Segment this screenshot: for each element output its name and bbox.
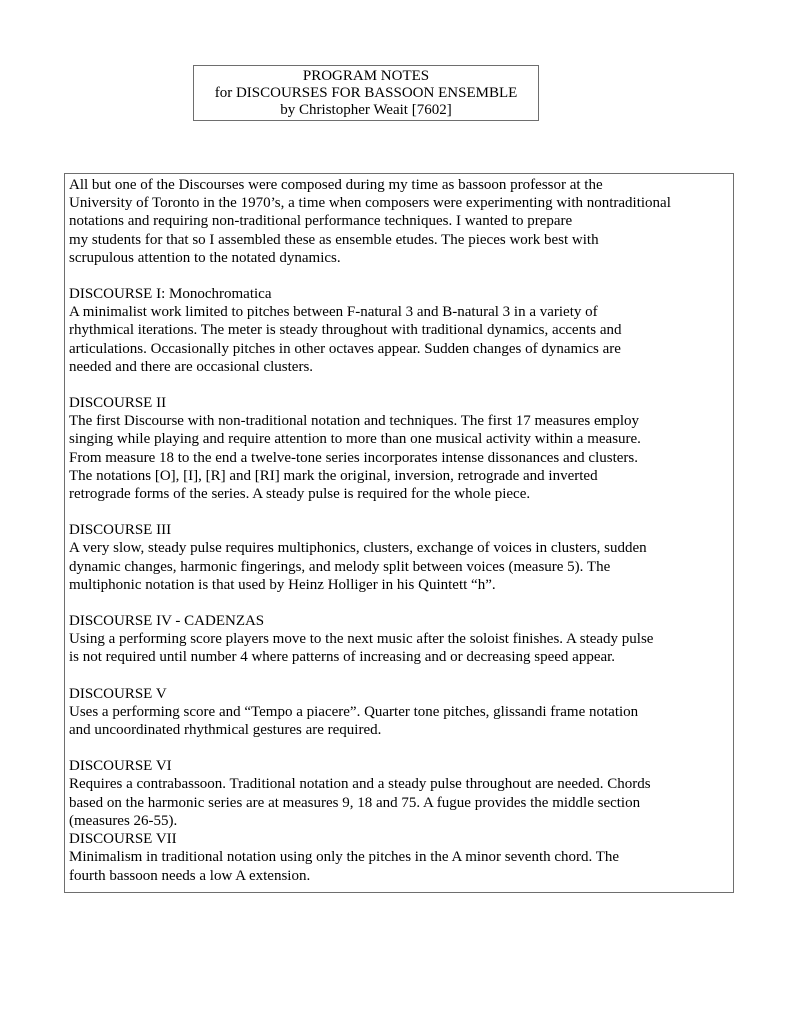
section-line: multiphonic notation is that used by Heinz Holliger in his Quintett “h”.	[69, 576, 496, 593]
discourse-1-section	[69, 285, 729, 376]
intro-line: scrupulous attention to the notated dynamics.	[69, 249, 341, 266]
section-line: and uncoordinated rhythmical gestures are required.	[69, 722, 382, 739]
intro-line: notations and requiring non-traditional performance techniques. I wanted to prepare	[69, 213, 573, 230]
section-line: rhythmical iterations. The meter is steady throughout with traditional dynamics, accents and	[69, 322, 622, 339]
section-line: (measures 26-55).	[69, 812, 178, 829]
discourse-2-heading: DISCOURSE II	[69, 395, 167, 412]
discourse-5-heading: DISCOURSE V	[69, 685, 167, 702]
intro-paragraph	[69, 176, 729, 267]
discourse-7-section	[69, 830, 729, 885]
discourse-3-section	[69, 521, 729, 594]
section-line: A minimalist work limited to pitches between F-natural 3 and B-natural 3 in a variety of	[69, 304, 598, 321]
section-line: A very slow, steady pulse requires multiphonics, clusters, exchange of voices in clusters, sudden	[69, 540, 647, 557]
section-line: The notations [O], [I], [R] and [RI] mark the original, inversion, retrograde and inverted	[69, 467, 598, 484]
discourse-4-section	[69, 612, 729, 667]
section-line: Requires a contrabassoon. Traditional notation and a steady pulse throughout are needed. Chords	[69, 776, 651, 793]
discourse-1-heading: DISCOURSE I: Monochromatica	[69, 286, 272, 303]
intro-line: All but one of the Discourses were composed during my time as bassoon professor at the	[69, 177, 603, 193]
section-line: From measure 18 to the end a twelve-tone series incorporates intense dissonances and clusters.	[69, 449, 638, 466]
section-line: retrograde forms of the series. A steady pulse is required for the whole piece.	[69, 486, 531, 503]
section-line: is not required until number 4 where patterns of increasing and or decreasing speed appear.	[69, 649, 616, 666]
discourse-5-section	[69, 685, 729, 740]
section-line: based on the harmonic series are at measures 9, 18 and 75. A fugue provides the middle section	[69, 794, 641, 811]
discourse-4-heading: DISCOURSE IV - CADENZAS	[69, 613, 265, 630]
section-line: Minimalism in traditional notation using only the pitches in the A minor seventh chord. The	[69, 849, 620, 866]
intro-line: University of Toronto in the 1970’s, a time when composers were experimenting with nontraditional	[69, 195, 671, 212]
discourse-6-heading: DISCOURSE VI	[69, 758, 172, 775]
title-box	[193, 65, 539, 121]
intro-line: my students for that so I assembled these as ensemble etudes. The pieces work best with	[69, 231, 599, 248]
section-line: Using a performing score players move to the next music after the soloist finishes. A steady pulse	[69, 631, 654, 648]
section-line: dynamic changes, harmonic fingerings, and melody split between voices (measure 5). The	[69, 558, 611, 575]
title-line-2: for DISCOURSES FOR BASSOON ENSEMBLE	[214, 85, 518, 101]
section-line: Uses a performing score and “Tempo a piacere”. Quarter tone pitches, glissandi frame notation	[69, 703, 639, 720]
section-line: fourth bassoon needs a low A extension.	[69, 867, 311, 884]
title-line-1: PROGRAM NOTES	[302, 68, 430, 84]
section-line: articulations. Occasionally pitches in other octaves appear. Sudden changes of dynamics are	[69, 340, 621, 357]
section-line: The first Discourse with non-traditional notation and techniques. The first 17 measures employ	[69, 413, 640, 430]
section-line: singing while playing and require attention to more than one musical activity within a measure.	[69, 431, 641, 448]
section-line: needed and there are occasional clusters.	[69, 358, 314, 375]
discourse-7-heading: DISCOURSE VII	[69, 831, 177, 848]
notes-body	[64, 173, 734, 893]
discourse-3-heading: DISCOURSE III	[69, 522, 172, 539]
discourse-2-section	[69, 394, 729, 503]
discourse-6-section	[69, 757, 729, 830]
title-line-3: by Christopher Weait [7602]	[280, 102, 452, 118]
